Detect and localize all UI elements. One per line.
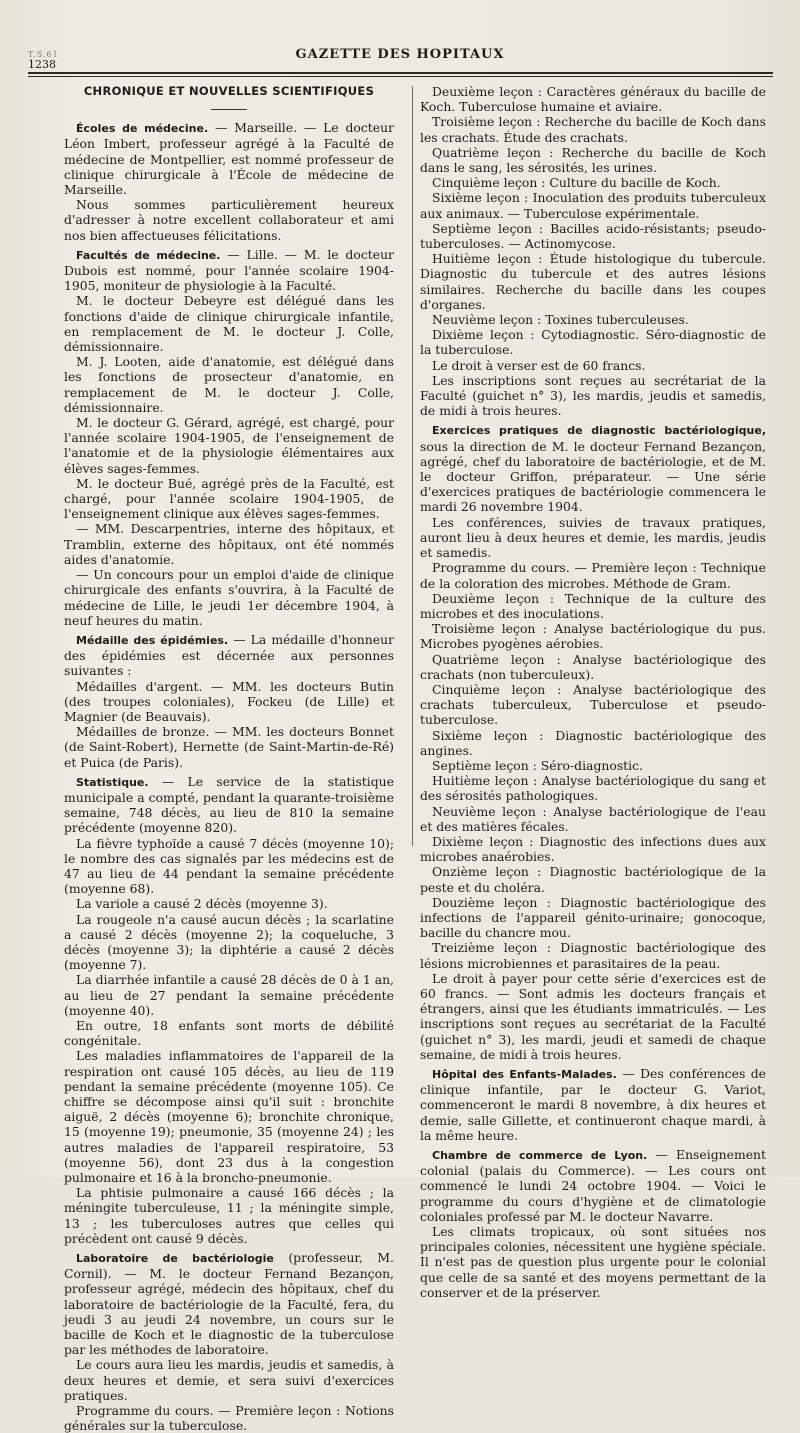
article-heading: Statistique. — [76, 775, 149, 789]
article-paragraph — [64, 724, 394, 770]
article-text: M. J. Looten, aide d'anatomie, est délégué dans les fonctions de prosecteur d'anatomie, en remplacement de M. le docteur J. Colle, démissionnaire. — [64, 354, 394, 415]
left-column — [64, 84, 394, 1433]
article-paragraph — [420, 175, 766, 190]
article-paragraph — [420, 190, 766, 220]
article-text: Troisième leçon : Recherche du bacille de Koch dans les crachats. Étude des crachats. — [420, 114, 766, 145]
article-paragraph — [420, 940, 766, 970]
article-text: Sixième leçon : Inoculation des produits tuberculeux aux animaux. — Tuberculose expérimentale. — [420, 190, 766, 221]
article-paragraph — [420, 804, 766, 834]
header-rule — [28, 72, 773, 74]
article-paragraph — [420, 114, 766, 144]
article-text: Les maladies inflammatoires de l'appareil de la respiration ont causé 105 décès, au lieu de 119 pendant la semaine précédente (moyenne 105). Ce chiffre se décompose ainsi qu'il suit : bronchite aiguë, 2 décès (moyenne 6); bronchite chronique, 15 (moyenne 19); pneumonie, 35 (moyenne 24) ; les autres maladies de l'appareil respiratoire, 53 (moyenne 56), dont 23 dus à la congestion pulmonaire et 16 à la broncho-pneumonie. — [64, 1048, 394, 1186]
section-rubric: CHRONIQUE ET NOUVELLES SCIENTIFIQUES — [83, 84, 375, 98]
article-paragraph — [420, 251, 766, 312]
article-text: Programme du cours. — Première leçon : Technique de la coloration des microbes. Méthode de Gram. — [420, 560, 766, 591]
header-rule-thin — [28, 76, 773, 77]
article-paragraph — [420, 1224, 766, 1300]
article-text: La diarrhée infantile a causé 28 décès de 0 à 1 an, au lieu de 27 pendant la semaine précédente (moyenne 40). — [64, 972, 394, 1018]
article-text: M. le docteur Bué, agrégé près de la Faculté, est chargé, pour l'année scolaire 1904-1905, de l'enseignement clinique aux élèves sages-femmes. — [64, 475, 394, 522]
article-paragraph — [64, 1403, 394, 1433]
article-text: Dixième leçon : Cytodiagnostic. Séro-diagnostic de la tuberculose. — [420, 327, 766, 358]
column-divider — [412, 86, 413, 846]
article-text: (professeur, M. Cornil). — M. le docteur Fernand Bezançon, professeur agrégé, médecin des hôpitaux, chef du laboratoire de bactériologie de la Faculté, fera, du jeudi 3 au jeudi 24 novembre, un cours sur le bacille de Koch et le diagnostic de la tuberculose par les méthodes de laboratoire. — [64, 1250, 394, 1358]
page-number: 1238 — [28, 58, 56, 71]
article-paragraph — [420, 312, 766, 327]
journal-title: GAZETTE DES HOPITAUX — [295, 47, 505, 62]
article-text: — MM. Descarpentries, interne des hôpitaux, et Tramblin, externe des hôpitaux, ont été nommés aides d'anatomie. — [64, 521, 394, 567]
article-text: Onzième leçon : Diagnostic bactériologique de la peste et du choléra. — [420, 864, 766, 895]
article-text: Médailles de bronze. — MM. les docteurs Bonnet (de Saint-Robert), Hernette (de Saint-Martin-de-Ré) et Puica (de Paris). — [64, 724, 394, 770]
article-text: Quatrième leçon : Recherche du bacille de Koch dans le sang, les sérosités, les urines. — [420, 144, 766, 176]
article-heading: Hôpital des Enfants-Malades. — [432, 1068, 617, 1081]
article-text: — Le service de la statistique municipale a compté, pendant la quarante-troisième semaine, 748 décès, au lieu de 810 la semaine précédente (moyenne 820). — [64, 773, 394, 836]
article-paragraph — [420, 682, 766, 728]
article-text: Cinquième leçon : Analyse bactériologique des crachats tuberculeux, Tuberculose et pseudo-tuberculose. — [420, 681, 766, 728]
left-paragraphs — [64, 120, 394, 1433]
article-text: sous la direction de M. le docteur Fernand Bezançon, agrégé, chef du laboratoire de bactériologie, et de M. le docteur Griffon, préparateur. — Une série d'exercices pratiques de bactériologie commencera le mardi 26 novembre 1904. — [420, 438, 766, 515]
article-paragraph — [64, 896, 394, 911]
article-paragraph — [420, 834, 766, 864]
article-text: — Enseignement colonial (palais du Commerce). — Les cours ont commencé le lundi 24 octobre 1904. — Voici le programme du cours d'hygiène et de climatologie coloniales professé par M. le docteur Navarre. — [420, 1147, 766, 1224]
article-heading: Laboratoire de bactériologie — [76, 1252, 274, 1266]
article-text: Dixième leçon : Diagnostic des infections dues aux microbes anaérobies. — [420, 833, 766, 865]
article-text: Médailles d'argent. — MM. les docteurs Butin (des troupes coloniales), Fockeu (de Lille) et Magnier (de Beauvais). — [64, 678, 394, 724]
article-text: Huitième leçon : Étude histologique du tubercule. Diagnostic du tubercule et des autres lésions similaires. Recherche du bacille dans les coupes d'organes. — [420, 251, 766, 312]
article-text: La variole a causé 2 décès (moyenne 3). — [76, 896, 328, 912]
article-text: Troisième leçon : Analyse bactériologique du pus. Microbes pyogènes aérobies. — [420, 621, 766, 652]
article-paragraph — [420, 422, 766, 514]
article-text: Nous sommes particulièrement heureux d'adresser à notre excellent collaborateur et ami nos bien affectueuses félicitations. — [64, 197, 394, 243]
article-text: Programme du cours. — Première leçon : Notions générales sur la tuberculose. — [64, 1403, 394, 1433]
article-text: Le droit à verser est de 60 francs. — [432, 357, 646, 373]
article-text: — La médaille d'honneur des épidémies est décernée aux personnes suivantes : — [64, 631, 395, 679]
article-text: Deuxième leçon : Caractères généraux du bacille de Koch. Tuberculose humaine et aviaire. — [420, 84, 766, 115]
article-text: — Un concours pour un emploi d'aide de clinique chirurgicale des enfants s'ouvrira, à la Faculté de médecine de Lille, le jeudi 1er décembre 1904, à neuf heures du matin. — [64, 567, 394, 628]
article-heading: Exercices pratiques de diagnostic bactériologique, — [432, 424, 766, 438]
article-text: — Des conférences de clinique infantile, par le docteur G. Variot, commenceront le mardi 8 novembre, à dix heures et demie, salle Gillette, et continueront chaque mardi, à la même heure. — [420, 1066, 767, 1143]
article-paragraph — [64, 1185, 394, 1246]
article-paragraph — [420, 145, 766, 175]
rubric-rule — [211, 109, 247, 110]
article-paragraph — [64, 1018, 394, 1048]
article-text: Huitième leçon : Analyse bactériologique du sang et des sérosités pathologiques. — [420, 773, 766, 804]
article-text: M. le docteur Debeyre est délégué dans les fonctions d'aide de clinique chirurgicale infantile, en remplacement de M. le docteur J. Colle, démissionnaire. — [64, 293, 394, 355]
article-paragraph — [420, 773, 766, 803]
article-paragraph — [420, 358, 766, 373]
article-text: Septième leçon : Bacilles acido-résistants; pseudo-tuberculoses. — Actinomycose. — [420, 220, 766, 252]
article-text: Le cours aura lieu les mardis, jeudis et samedis, à deux heures et demie, et sera suivi d'exercices pratiques. — [64, 1357, 394, 1403]
article-text: Deuxième leçon : Technique de la culture des microbes et des inoculations. — [420, 590, 766, 621]
article-paragraph — [64, 476, 394, 522]
article-paragraph — [420, 84, 766, 114]
article-paragraph — [420, 895, 766, 941]
article-text: Les inscriptions sont reçues au secrétariat de la Faculté (guichet n° 3), les mardis, jeudis et samedis, de midi à trois heures. — [420, 372, 766, 419]
article-paragraph — [64, 774, 394, 836]
article-text: Cinquième leçon : Culture du bacille de Koch. — [432, 175, 721, 191]
article-paragraph — [420, 221, 766, 251]
article-text: Le droit à payer pour cette série d'exercices est de 60 francs. — Sont admis les docteurs français et étrangers, ainsi que les étudiants immatriculés. — Les inscriptions sont reçues au secrétariat de la Faculté (guichet n° 3), les mardi, jeudi et samedi de chaque semaine, de midi à trois heures. — [420, 970, 766, 1062]
article-paragraph — [420, 373, 766, 419]
article-paragraph — [64, 247, 394, 294]
article-heading: Médaille des épidémies. — [76, 633, 229, 647]
article-paragraph — [420, 1147, 766, 1224]
article-paragraph — [420, 971, 766, 1062]
article-paragraph — [64, 972, 394, 1018]
article-text: Septième leçon : Séro-diagnostic. — [432, 757, 643, 773]
article-heading: Facultés de médecine. — [76, 248, 221, 262]
article-paragraph — [64, 354, 394, 415]
article-text: Les conférences, suivies de travaux pratiques, auront lieu à deux heures et demie, les mardis, jeudis et samedis. — [420, 514, 766, 561]
article-paragraph — [64, 197, 394, 243]
article-text: Neuvième leçon : Toxines tuberculeuses. — [432, 312, 689, 328]
article-paragraph — [420, 864, 766, 894]
article-paragraph — [420, 728, 766, 758]
article-paragraph — [420, 1066, 766, 1143]
article-paragraph — [64, 120, 394, 197]
article-paragraph — [420, 560, 766, 590]
article-text: Neuvième leçon : Analyse bactériologique de l'eau et des matières fécales. — [420, 803, 766, 834]
article-paragraph — [420, 652, 766, 682]
right-column — [420, 84, 766, 1300]
article-heading: Écoles de médecine. — [76, 122, 209, 136]
article-text: Douzième leçon : Diagnostic bactériologique des infections de l'appareil génito-urinaire; gonocoque, bacille du chancre mou. — [420, 894, 766, 941]
article-paragraph — [64, 521, 394, 567]
article-paragraph — [64, 1048, 394, 1185]
library-stamp: T.S.61 — [28, 50, 59, 59]
right-paragraphs — [420, 84, 766, 1300]
article-paragraph — [64, 836, 394, 897]
article-paragraph — [64, 679, 394, 725]
article-text: M. le docteur G. Gérard, agrégé, est chargé, pour l'année scolaire 1904-1905, de l'enseignement de l'anatomie et de la physiologie élémentaires aux élèves sages-femmes. — [64, 415, 394, 476]
article-text: — Lille. — M. le docteur Dubois est nommé, pour l'année scolaire 1904-1905, moniteur de physiologie à la Faculté. — [64, 246, 394, 294]
article-text: — Marseille. — Le docteur Léon Imbert, professeur agrégé à la Faculté de médecine de Montpellier, est nommé professeur de clinique chirurgicale à l'École de médecine de Marseille. — [64, 120, 394, 198]
article-text: La fièvre typhoïde a causé 7 décès (moyenne 10); le nombre des cas signalés par les médecins est de 47 au lieu de 44 pendant la semaine précédente (moyenne 68). — [64, 835, 394, 897]
article-paragraph — [64, 912, 394, 973]
article-paragraph — [64, 632, 394, 679]
article-text: Sixième leçon : Diagnostic bactériologique des angines. — [420, 727, 766, 758]
article-text: Quatrième leçon : Analyse bactériologique des crachats (non tuberculeux). — [420, 651, 766, 682]
article-heading: Chambre de commerce de Lyon. — [432, 1149, 648, 1163]
article-text: Treizième leçon : Diagnostic bactériologique des lésions microbiennes et parasitaires de la peau. — [420, 940, 766, 971]
article-paragraph — [420, 515, 766, 561]
article-text: En outre, 18 enfants sont morts de débilité congénitale. — [64, 1017, 394, 1049]
article-paragraph — [64, 1250, 394, 1357]
article-paragraph — [64, 415, 394, 476]
article-paragraph — [64, 293, 394, 354]
article-paragraph — [64, 567, 394, 628]
article-text: Les climats tropicaux, où sont situées nos principales colonies, nécessitent une hygiène spéciale. Il n'est pas de question plus urgente pour le colonial que celle de sa santé et des moyens permettant de la conserver et de la préserver. — [420, 1224, 766, 1300]
article-paragraph — [420, 758, 766, 773]
article-paragraph — [420, 621, 766, 651]
article-text: La phtisie pulmonaire a causé 166 décès ; la méningite tuberculeuse, 11 ; la méningite simple, 13 ; les tuberculoses autres que celles qui précèdent ont causé 9 décès. — [64, 1185, 394, 1246]
article-paragraph — [420, 327, 766, 357]
article-paragraph — [420, 591, 766, 621]
article-text: La rougeole n'a causé aucun décès ; la scarlatine a causé 2 décès (moyenne 2); la coqueluche, 3 décès (moyenne 3); la diphtérie a causé 2 décès (moyenne 7). — [64, 911, 394, 973]
article-paragraph — [64, 1357, 394, 1403]
